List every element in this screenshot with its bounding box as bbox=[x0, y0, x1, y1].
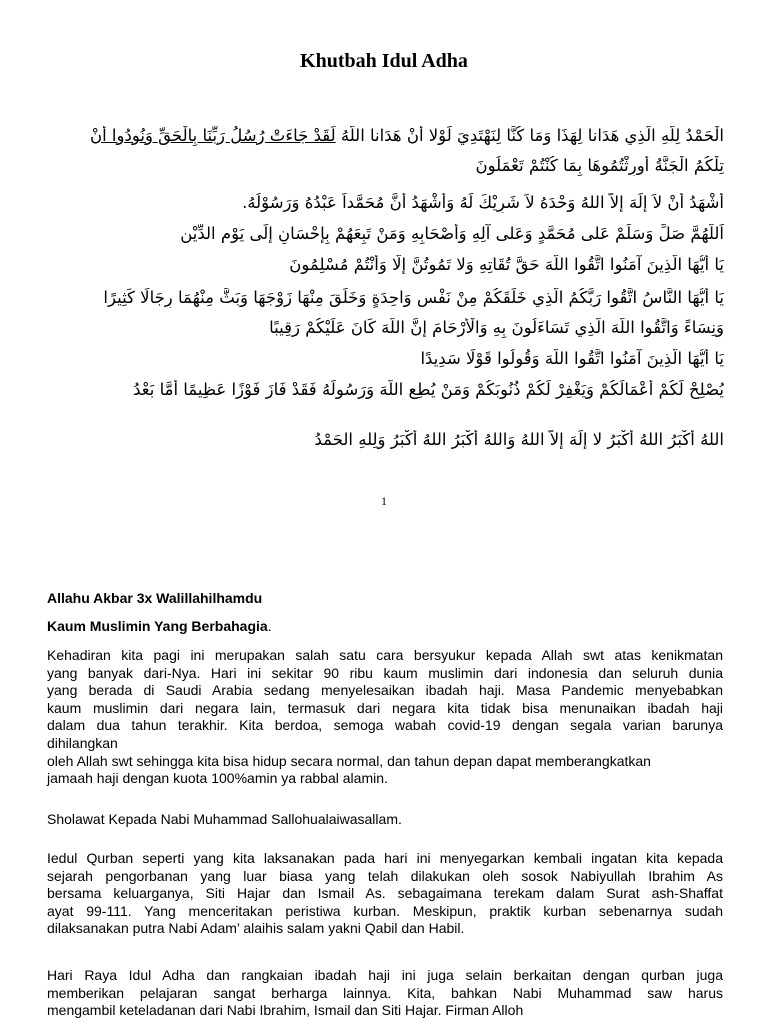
page-number: 1 bbox=[381, 494, 387, 508]
paragraph-kehadiran bbox=[47, 647, 723, 788]
paragraph-line: Iedul Qurban seperti yang kita laksanakan pada hari ini menyegarkan kembali ingatan kita kepada bbox=[47, 850, 723, 866]
arabic-line-3: أَشْهَدُ أَنْ لاَ إِلَهَ إِلاَّ اللهُ وَحْدَهُ لاَ شَرِيْكَ لَهُ وَأَشْهَدُ أَنَّ مُحَمَّداً عَبْدُهُ وَرَسُوْلُهُ. bbox=[242, 193, 724, 212]
paragraph-line: memberikan pelajaran sangat berharga lainnya. Kita, bahkan Nabi Muhammad saw harus bbox=[47, 984, 723, 1001]
paragraph-line: oleh Allah swt sehingga kita bisa hidup secara normal, dan tahun depan dapat memberangkatkan bbox=[47, 752, 651, 769]
paragraph-line: dihilangkan bbox=[47, 734, 118, 751]
arabic-line-1-text: الْحَمْدُ لِلَّهِ الَّذِي هَدَانا لِهَذَا وَمَا كُنَّا لِنَهْتَدِيَ لَوْلا أَنْ هَدَانا اللَّهُ bbox=[335, 126, 724, 145]
arabic-line-5: يَا أَيُّهَا الَّذِينَ آمَنُوا اتَّقُوا اللَّهَ حَقَّ تُقَاتِهِ وَلا تَمُوتُنَّ إِلَّا وَأَنْتُمْ مُسْلِمُونَ bbox=[289, 255, 724, 274]
page-title: Khutbah Idul Adha bbox=[300, 50, 468, 72]
paragraph-line: dilaksanakan putra Nabi Adam’ alaihis salam yakni Qabil dan Habil. bbox=[47, 920, 465, 937]
paragraph-line: Hari Raya Idul Adha dan rangkaian ibadah haji ini juga selain berkaitan dengan qurban juga bbox=[47, 967, 723, 983]
arabic-line-2: تِلْكُمُ الْجَنَّةُ أُورِثْتُمُوهَا بِمَا كُنْتُمْ تَعْمَلُونَ bbox=[475, 156, 724, 175]
paragraph-line: dalam dua tahun terakhir. Kita berdoa, semoga wabah covid-19 dengan segala varian barunya bbox=[47, 717, 723, 734]
arabic-line-9: يُصْلِحْ لَكُمْ أَعْمَالَكُمْ وَيَغْفِرْ لَكُمْ ذُنُوبَكُمْ وَمَنْ يُطِعِ اللَّهَ وَرَسُولَهُ فَقَدْ فَازَ فَوْزًا عَظِيمًا أَمَّا بَعْدُ bbox=[133, 380, 724, 399]
paragraph-hari-raya bbox=[47, 967, 723, 1020]
arabic-line-4: اَللَّهُمَّ صَلِّ وَسَلِّمْ عَلى مُحَمَّدٍ وَعَلى آلِهِ وَأَصْحَابِهِ وَمَنْ تَبِعَهُمْ بِإِحْسَانٍ إِلَى يَوْمِ الدِّيْنِ bbox=[180, 224, 724, 243]
paragraph-line: Kehadiran kita pagi ini merupakan salah satu cara bersyukur kepada Allah swt atas kenikmatan bbox=[47, 647, 723, 663]
heading-kaum-muslimin-bold: Kaum Muslimin Yang Berbahagia bbox=[47, 618, 268, 634]
paragraph-line: jamaah haji dengan kuota 100%amin ya rabbal alamin. bbox=[47, 770, 388, 787]
paragraph-sholawat bbox=[47, 811, 723, 829]
arabic-line-6: يَا أَيُّهَا النَّاسُ اتَّقُوا رَبَّكُمُ الَّذِي خَلَقَكُمْ مِنْ نَفْسٍ وَاحِدَةٍ وَخَلَقَ مِنْهَا زَوْجَهَا وَبَثَّ مِنْهُمَا رِجَالًا كَثِيرًا bbox=[103, 288, 724, 307]
arabic-line-7: وَنِسَاءً وَاتَّقُوا اللَّهَ الَّذِي تَسَاءَلُونَ بِهِ وَالْأَرْحَامَ إِنَّ اللَّهَ كَانَ عَلَيْكُمْ رَقِيبًا bbox=[269, 318, 724, 337]
heading-kaum-muslimin bbox=[47, 618, 272, 634]
heading-allahu-akbar: Allahu Akbar 3x Walillahilhamdu bbox=[47, 590, 263, 606]
paragraph-line: kaum muslimin dari negara lain, termasuk dari negara kita tidak bisa menunaikan ibadah haji bbox=[47, 699, 723, 716]
arabic-line-10: اللهُ أَكْبَرُ اللهُ أَكْبَرُ لا إِلَهَ إِلاَّ اللهُ وَاللهُ أَكْبَرُ اللهُ أَكْبَرُ وَلِلهِ الحَمْدُ bbox=[314, 430, 724, 449]
paragraph-line: ayat 99-111. Yang menceritakan peristiwa kurban. Meskipun, praktik kurban sebenarnya sudah bbox=[47, 902, 723, 919]
paragraph-iedul-qurban bbox=[47, 850, 723, 938]
arabic-line-1 bbox=[44, 126, 724, 146]
paragraph-line: Sholawat Kepada Nabi Muhammad Sallohualaiwasallam. bbox=[47, 811, 402, 827]
paragraph-line: sejarah pengorbanan yang luar biasa yang telah dilakukan oleh sosok Nabiyullah Ibrahim As bbox=[47, 867, 723, 884]
paragraph-line: mengambil keteladanan dari Nabi Ibrahim, Ismail dan Siti Hajar. Firman Alloh bbox=[47, 1002, 524, 1019]
heading-kaum-muslimin-period: . bbox=[267, 618, 272, 634]
arabic-line-1-underlined: لَقَدْ جَاءَتْ رُسُلُ رَبِّنَا بِالْحَقِّ وَنُودُوا أَنْ bbox=[89, 126, 336, 145]
arabic-line-8: يَا أَيُّهَا الَّذِينَ آمَنُوا اتَّقُوا اللَّهَ وَقُولُوا قَوْلًا سَدِيدًا bbox=[420, 349, 724, 368]
paragraph-line: bersama keluarganya, Siti Hajar dan Ismail As. sebagaimana terekam dalam Surat ash-Shaffat bbox=[47, 885, 723, 902]
paragraph-line: yang banyak dari-Nya. Hari ini sekitar 90 ribu kaum muslimin dari indonesia dan seluruh dunia bbox=[47, 664, 723, 681]
paragraph-line: yang berada di Saudi Arabia sedang menyelesaikan ibadah haji. Masa Pandemic menyebabkan bbox=[47, 682, 723, 699]
